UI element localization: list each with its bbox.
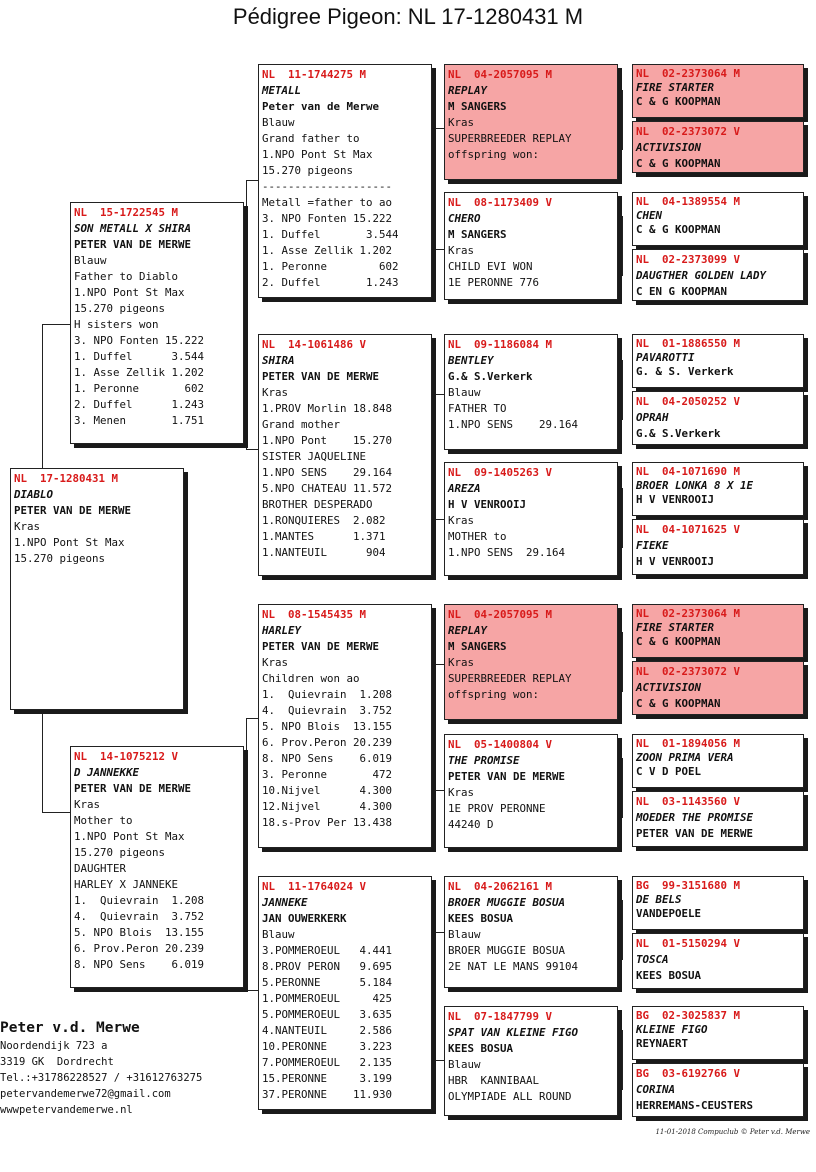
detail-line: Mother to [74,814,133,827]
ring-number: NL 01-1894056 M [636,737,741,750]
detail-line: 1. Asse Zellik 1.202 [74,366,205,379]
detail-line: 1. Duffel 3.544 [262,228,399,241]
detail-line: 5.POMMEROEUL 3.635 [262,1008,393,1021]
pigeon-name: METALL [262,84,302,97]
ancestor-card [632,734,804,788]
ancestor-card [632,519,804,575]
detail-line: Kras [448,244,475,257]
pigeon-name: ACTIVISION [636,681,702,694]
detail-line: Blauw [74,254,107,267]
ring-number: NL 02-2373099 V [636,253,741,266]
owner-name: H V VENROOIJ [636,555,715,568]
detail-line: H sisters won [74,318,159,331]
connector [246,324,247,449]
owner-name: HERREMANS-CEUSTERS [636,1099,754,1112]
detail-line: 2. Duffel 1.243 [74,398,205,411]
pigeon-name: SPAT VAN KLEINE FIGO [448,1026,579,1039]
ring-number: NL 02-2373064 M [636,67,741,80]
ring-number: NL 08-1173409 V [448,196,553,209]
detail-line: 37.PERONNE 11.930 [262,1088,393,1101]
connector [434,249,444,250]
connector [622,900,623,960]
pigeon-name: TOSCA [636,953,669,966]
ancestor-card [632,791,804,847]
owner-name: H V VENROOIJ [448,498,527,511]
detail-line: 1. Peronne 602 [262,260,399,273]
detail-line: 1.MANTES 1.371 [262,530,386,543]
pigeon-name: DE BELS [636,893,682,906]
detail-line: 15.270 pigeons [74,846,166,859]
connector [622,758,623,818]
breeder-name: Peter v.d. Merwe [0,1020,140,1036]
detail-line: BROTHER DESPERADO [262,498,373,511]
ring-number: NL 14-1061486 V [262,338,367,351]
detail-line: Father to Diablo [74,270,179,283]
detail-line: 15.270 pigeons [14,552,106,565]
connector [246,718,247,808]
owner-name: G.& S.Verkerk [448,370,533,383]
pigeon-name: FIRE STARTER [636,621,715,634]
pigeon-name: FIRE STARTER [636,81,715,94]
ring-number: NL 17-1280431 M [14,472,119,485]
pigeon-name: BROER MUGGIE BOSUA [448,896,566,909]
pigeon-name: ZOON PRIMA VERA [636,751,734,764]
ring-number: NL 07-1847799 V [448,1010,553,1023]
pigeon-name: THE PROMISE [448,754,520,767]
detail-line: MOTHER to [448,530,507,543]
owner-name: G.& S.Verkerk [636,427,721,440]
detail-line: 1E PROV PERONNE [448,802,546,815]
detail-line: 15.PERONNE 3.199 [262,1072,393,1085]
owner-name: PETER VAN DE MERWE [74,782,192,795]
connector [42,812,70,813]
detail-line: Kras [74,798,101,811]
pigeon-name: SHIRA [262,354,295,367]
detail-line: 1.NPO Pont St Max [14,536,125,549]
detail-line: 1.PROV Morlin 18.848 [262,402,393,415]
connector [622,360,623,420]
detail-line: offspring won: [448,148,540,161]
detail-line: Kras [262,386,289,399]
owner-name: C & G KOOPMAN [636,223,721,236]
detail-line: Blauw [448,1058,481,1071]
detail-line: 8. NPO Sens 6.019 [262,752,393,765]
owner-name: PETER VAN DE MERWE [262,640,380,653]
detail-line: 1. Quievrain 1.208 [74,894,205,907]
detail-line: Grand mother [262,418,341,431]
detail-line: 1.NPO SENS 29.164 [262,466,393,479]
pigeon-name: CHERO [448,212,481,225]
ring-number: NL 04-2057095 M [448,608,553,621]
ring-number: NL 09-1405263 V [448,466,553,479]
ancestor-card [632,604,804,658]
detail-line: 3. NPO Fonten 15.222 [74,334,205,347]
connector [42,324,43,468]
owner-name: C V D POEL [636,765,702,778]
detail-line: 1.NANTEUIL 904 [262,546,386,559]
detail-line: BROER MUGGIE BOSUA [448,944,566,957]
detail-line: offspring won: [448,688,540,701]
ancestor-card [632,1063,804,1117]
pigeon-name: PAVAROTTI [636,351,695,364]
detail-line: OLYMPIADE ALL ROUND [448,1090,572,1103]
breeder-website[interactable]: wwwpetervandemerwe.nl [0,1104,133,1116]
detail-line: 1.RONQUIERES 2.082 [262,514,386,527]
ring-number: NL 14-1075212 V [74,750,179,763]
ring-number: NL 11-1744275 M [262,68,367,81]
great-grandparent-card [444,192,618,300]
owner-name: C & G KOOPMAN [636,157,721,170]
pigeon-name: DAUGTHER GOLDEN LADY [636,269,767,282]
ancestor-card [632,462,804,516]
pigeon-name: OPRAH [636,411,669,424]
breeder-address: Noordendijk 723 a [0,1040,108,1052]
detail-line: 15.270 pigeons [262,164,354,177]
great-grandparent-card [444,334,618,450]
detail-line: HBR KANNIBAAL [448,1074,540,1087]
ring-number: NL 11-1764024 V [262,880,367,893]
ancestor-card [632,876,804,930]
detail-line: FATHER TO [448,402,507,415]
detail-line: 5.NPO CHATEAU 11.572 [262,482,393,495]
connector [622,488,623,548]
dam-card [70,746,244,988]
pigeon-name: BENTLEY [448,354,494,367]
connector [246,180,258,181]
connector [434,664,435,790]
ring-number: NL 08-1545435 M [262,608,367,621]
detail-line: 3. Menen 1.751 [74,414,205,427]
detail-line: 12.Nijvel 4.300 [262,800,393,813]
detail-line: 2. Duffel 1.243 [262,276,399,289]
owner-name: PETER VAN DE MERWE [448,770,566,783]
pigeon-name: HARLEY [262,624,302,637]
detail-line: Children won ao [262,672,360,685]
owner-name: C & G KOOPMAN [636,635,721,648]
granddam-sire-side-card [258,334,432,576]
detail-line: 1. Quievrain 1.208 [262,688,393,701]
detail-line: Kras [14,520,41,533]
pigeon-name: ACTIVISION [636,141,702,154]
detail-line: Blauw [448,928,481,941]
detail-line: 1.NPO Pont St Max [74,286,185,299]
breeder-phone: Tel.:+31786228527 / +31612763275 [0,1072,203,1084]
connector [246,718,258,719]
detail-line: Metall =father to ao [262,196,393,209]
owner-name: KEES BOSUA [448,1042,514,1055]
owner-name: M SANGERS [448,100,507,113]
pigeon-name: D JANNEKKE [74,766,140,779]
ring-number: NL 04-1389554 M [636,195,741,208]
detail-line: 1.NPO Pont St Max [262,148,373,161]
detail-line: 15.270 pigeons [74,302,166,315]
detail-line: Grand father to [262,132,360,145]
great-grandparent-card [444,1006,618,1116]
connector [434,664,444,665]
detail-line: SUPERBREEDER REPLAY [448,132,572,145]
connector [42,712,43,812]
detail-line: 2E NAT LE MANS 99104 [448,960,579,973]
detail-line: 1. Peronne 602 [74,382,205,395]
detail-line: Blauw [448,386,481,399]
ancestor-card [632,249,804,301]
connector [434,790,444,791]
detail-line: 18.s-Prov Per 13.438 [262,816,393,829]
pigeon-name: MOEDER THE PROMISE [636,811,754,824]
ring-number: NL 02-2373072 V [636,665,741,678]
owner-name: Peter van de Merwe [262,100,380,113]
breeder-email[interactable]: petervandemerwe72@gmail.com [0,1088,171,1100]
detail-line: 1E PERONNE 776 [448,276,540,289]
detail-line: 4.NANTEUIL 2.586 [262,1024,393,1037]
detail-line: 5. NPO Blois 13.155 [74,926,205,939]
detail-line: 7.POMMEROEUL 2.135 [262,1056,393,1069]
pigeon-name: KLEINE FIGO [636,1023,708,1036]
subject-pigeon-card [10,468,184,710]
ancestor-card [632,334,804,388]
connector [434,1060,444,1061]
connector [246,180,247,324]
detail-line: 1. Asse Zellik 1.202 [262,244,393,257]
ring-number: NL 01-5150294 V [636,937,741,950]
owner-name: JAN OUWERKERK [262,912,347,925]
ancestor-card [632,1006,804,1060]
detail-line: 1.NPO SENS 29.164 [448,418,579,431]
ancestor-card [632,64,804,118]
detail-line: 1.NPO SENS 29.164 [448,546,566,559]
breeder-contact [0,1018,202,1118]
ancestor-card [632,391,804,445]
ring-number: BG 99-3151680 M [636,879,741,892]
pigeon-name: REPLAY [448,84,488,97]
ring-number: NL 04-1071690 M [636,465,741,478]
detail-line: 1. Duffel 3.544 [74,350,205,363]
pigeon-name: FIEKE [636,539,669,552]
detail-line: 1.NPO Pont St Max [74,830,185,843]
connector [246,808,247,898]
ring-number: NL 02-2373064 M [636,607,741,620]
detail-line: HARLEY X JANNEKE [74,878,179,891]
detail-line: Kras [448,514,475,527]
owner-name: PETER VAN DE MERWE [74,238,192,251]
connector [622,1030,623,1090]
detail-line: 8. NPO Sens 6.019 [74,958,205,971]
connector [246,898,247,990]
grandsire-dam-side-card [258,604,432,848]
detail-line: 44240 D [448,818,494,831]
great-grandparent-card [444,64,618,180]
owner-name: PETER VAN DE MERWE [636,827,754,840]
pigeon-name: REPLAY [448,624,488,637]
owner-name: C & G KOOPMAN [636,697,721,710]
pigeon-name: CHEN [636,209,663,222]
connector [434,128,444,129]
breeder-city: 3319 GK Dordrecht [0,1056,114,1068]
ring-number: NL 15-1722545 M [74,206,179,219]
ring-number: NL 05-1400804 V [448,738,553,751]
ring-number: NL 09-1186084 M [448,338,553,351]
detail-line: CHILD EVI WON [448,260,533,273]
ancestor-card [632,933,804,989]
owner-name: M SANGERS [448,640,507,653]
detail-line: 5.PERONNE 5.184 [262,976,393,989]
connector [42,324,70,325]
detail-line: SUPERBREEDER REPLAY [448,672,572,685]
ring-number: BG 03-6192766 V [636,1067,741,1080]
ring-number: NL 04-2050252 V [636,395,741,408]
owner-name: H V VENROOIJ [636,493,715,506]
detail-line: 4. Quievrain 3.752 [74,910,205,923]
detail-line: Kras [448,116,475,129]
ring-number: NL 04-1071625 V [636,523,741,536]
detail-line: Kras [448,656,475,669]
pigeon-name: DIABLO [14,488,54,501]
detail-line: 6. Prov.Peron 20.239 [74,942,205,955]
connector [434,932,435,1060]
connector [434,128,435,249]
owner-name: KEES BOSUA [636,969,702,982]
connector [434,394,444,395]
granddam-dam-side-card [258,876,432,1110]
owner-name: C & G KOOPMAN [636,95,721,108]
pigeon-name: SON METALL X SHIRA [74,222,192,235]
detail-line: Blauw [262,928,295,941]
pigeon-name: AREZA [448,482,481,495]
ring-number: BG 02-3025837 M [636,1009,741,1022]
connector [434,519,444,520]
connector [622,90,623,150]
ancestor-card [632,192,804,246]
detail-line: 10.PERONNE 3.223 [262,1040,393,1053]
detail-line: -------------------- [262,180,393,193]
detail-line: 3.POMMEROEUL 4.441 [262,944,393,957]
detail-line: 3. NPO Fonten 15.222 [262,212,393,225]
owner-name: KEES BOSUA [448,912,514,925]
detail-line: SISTER JAQUELINE [262,450,367,463]
connector [622,216,623,276]
pigeon-name: JANNEKE [262,896,308,909]
ring-number: NL 02-2373072 V [636,125,741,138]
detail-line: 5. NPO Blois 13.155 [262,720,393,733]
detail-line: 3. Peronne 472 [262,768,393,781]
owner-name: PETER VAN DE MERWE [14,504,132,517]
detail-line: 4. Quievrain 3.752 [262,704,393,717]
owner-name: G. & S. Verkerk [636,365,734,378]
sire-card [70,202,244,444]
ancestor-card [632,121,804,173]
owner-name: M SANGERS [448,228,507,241]
ring-number: NL 03-1143560 V [636,795,741,808]
detail-line: 10.Nijvel 4.300 [262,784,393,797]
grandsire-sire-side-card [258,64,432,298]
great-grandparent-card [444,462,618,576]
ring-number: NL 04-2062161 M [448,880,553,893]
page-title: Pédigree Pigeon: NL 17-1280431 M [232,4,584,29]
owner-name: PETER VAN DE MERWE [262,370,380,383]
detail-line: Kras [448,786,475,799]
connector [246,990,258,991]
ring-number: NL 04-2057095 M [448,68,553,81]
great-grandparent-card [444,876,618,988]
pigeon-name: CORINA [636,1083,676,1096]
detail-line: 1.NPO Pont 15.270 [262,434,393,447]
great-grandparent-card [444,604,618,720]
great-grandparent-card [444,734,618,848]
detail-line: Blauw [262,116,295,129]
owner-name: C EN G KOOPMAN [636,285,728,298]
ring-number: NL 01-1886550 M [636,337,741,350]
ancestor-card [632,661,804,715]
owner-name: VANDEPOELE [636,907,702,920]
connector [622,632,623,692]
owner-name: REYNAERT [636,1037,689,1050]
detail-line: 6. Prov.Peron 20.239 [262,736,393,749]
connector [434,932,444,933]
detail-line: 8.PROV PERON 9.695 [262,960,393,973]
detail-line: Kras [262,656,289,669]
connector [246,449,258,450]
detail-line: 1.POMMEROEUL 425 [262,992,393,1005]
footer-credit: 11-01-2018 Compuclub © Peter v.d. Merwe [655,1128,810,1136]
connector [434,394,435,519]
detail-line: DAUGHTER [74,862,127,875]
pigeon-name: BROER LONKA 8 X 1E [636,479,754,492]
